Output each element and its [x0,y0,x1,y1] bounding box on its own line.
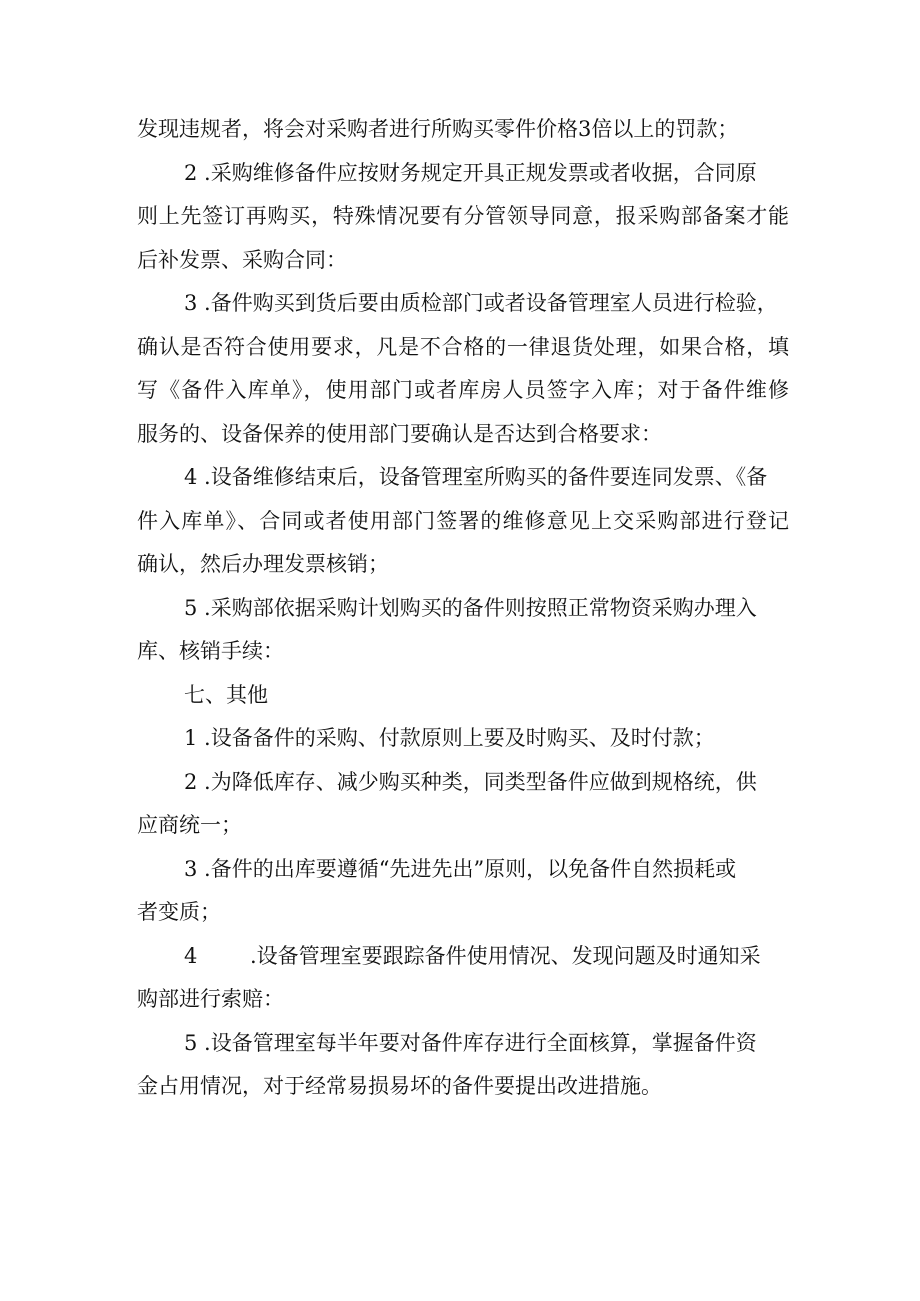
text-line: 3 .备件购买到货后要由质检部门或者设备管理室人员进行检验， [184,291,778,315]
text-line [137,935,789,979]
text-line: 2 .为降低库存、减少购买种类，同类型备件应做到规格统，供 [184,769,757,794]
text-line: 确认是否符合使用要求，凡是不合格的一律退货处理，如果合格，填 [137,334,789,359]
item-text: .设备管理室要跟踪备件使用情况、发现问题及时通知采 [250,943,761,968]
text-line: 3 .备件的出库要遵循“先进先出”原则，以免备件自然损耗或 [184,856,737,881]
text-line: 件入库单》、合同或者使用部门签署的维修意见上交采购部进行登记 [137,508,789,533]
text-line: 库、核销手续： [137,639,284,663]
item-number: 4 [184,943,198,968]
text-line: 后补发票、采购合同： [137,247,347,272]
text-line: 写《备件入库单》，使用部门或者库房人员签字入库；对于备件维修 [137,378,789,402]
text-line: 1 .设备备件的采购、付款原则上要及时购买、及时付款； [184,726,715,750]
text-line: 2 .采购维修备件应按财务规定开具正规发票或者收据，合同原 [184,160,757,185]
text-line: 发现违规者，将会对采购者进行所购买零件价格3倍以上的罚款； [137,117,739,141]
document-body [137,108,789,1109]
text-line: 服务的、设备保养的使用部门要确认是否达到合格要求： [137,421,662,446]
text-line: 5 .设备管理室每半年要对备件库存进行全面核算，掌握备件资 [184,1030,757,1055]
text-line: 购部进行索赔： [137,987,284,1011]
text-line: 者变质； [137,900,221,924]
text-line: 应商统一； [137,813,242,837]
section-heading: 七、其他 [184,682,268,707]
text-line: 5 .采购部依据采购计划购买的备件则按照正常物资采购办理入 [184,595,757,620]
text-line: 金占用情况，对于经常易损易坏的备件要提出改进措施。 [137,1074,662,1098]
text-line: 确认，然后办理发票核销； [137,552,389,576]
text-line: 则上先签订再购买，特殊情况要有分管领导同意，报采购部备案才能 [137,204,789,228]
text-line: 4 .设备维修结束后，设备管理室所购买的备件要连同发票、《备 [184,465,768,489]
